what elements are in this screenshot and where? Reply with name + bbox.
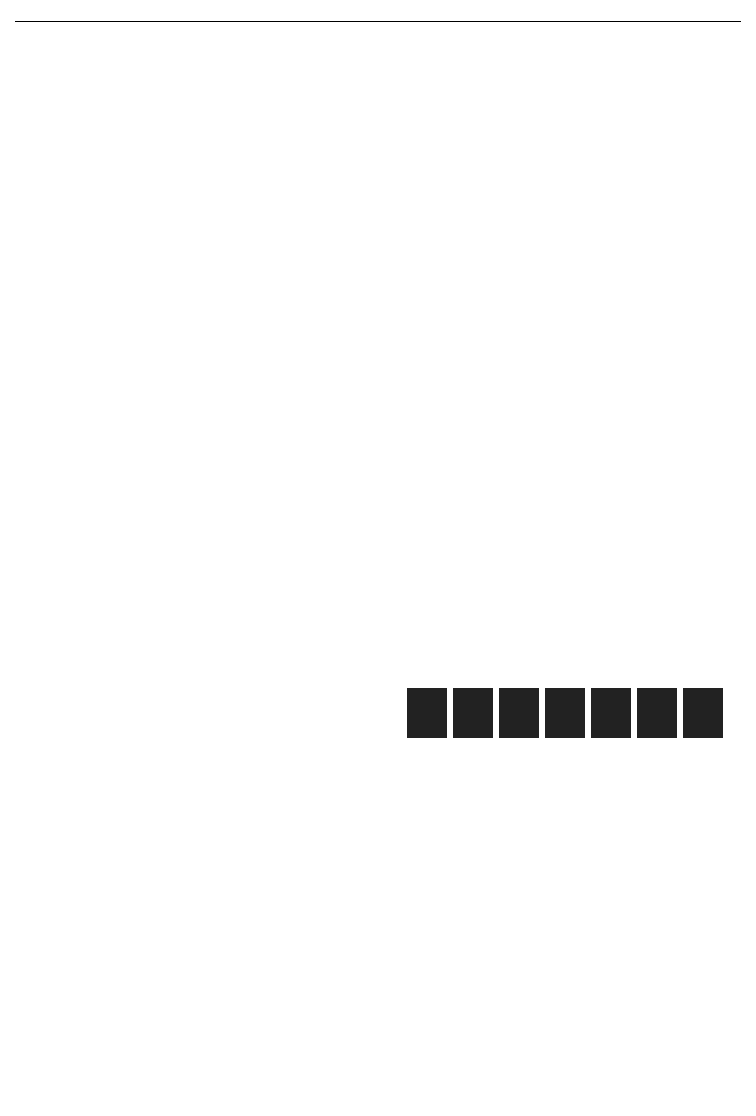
tool-icon bbox=[683, 688, 723, 738]
tool-icon bbox=[499, 688, 539, 738]
tool-icon bbox=[545, 688, 585, 738]
tool-icon bbox=[591, 688, 631, 738]
home-garden-banner bbox=[15, 658, 741, 764]
tool-icons bbox=[407, 688, 723, 738]
masthead bbox=[15, 2, 741, 22]
tool-icon bbox=[453, 688, 493, 738]
tool-icon bbox=[637, 688, 677, 738]
service-directory bbox=[15, 780, 741, 1116]
tool-icon bbox=[407, 688, 447, 738]
